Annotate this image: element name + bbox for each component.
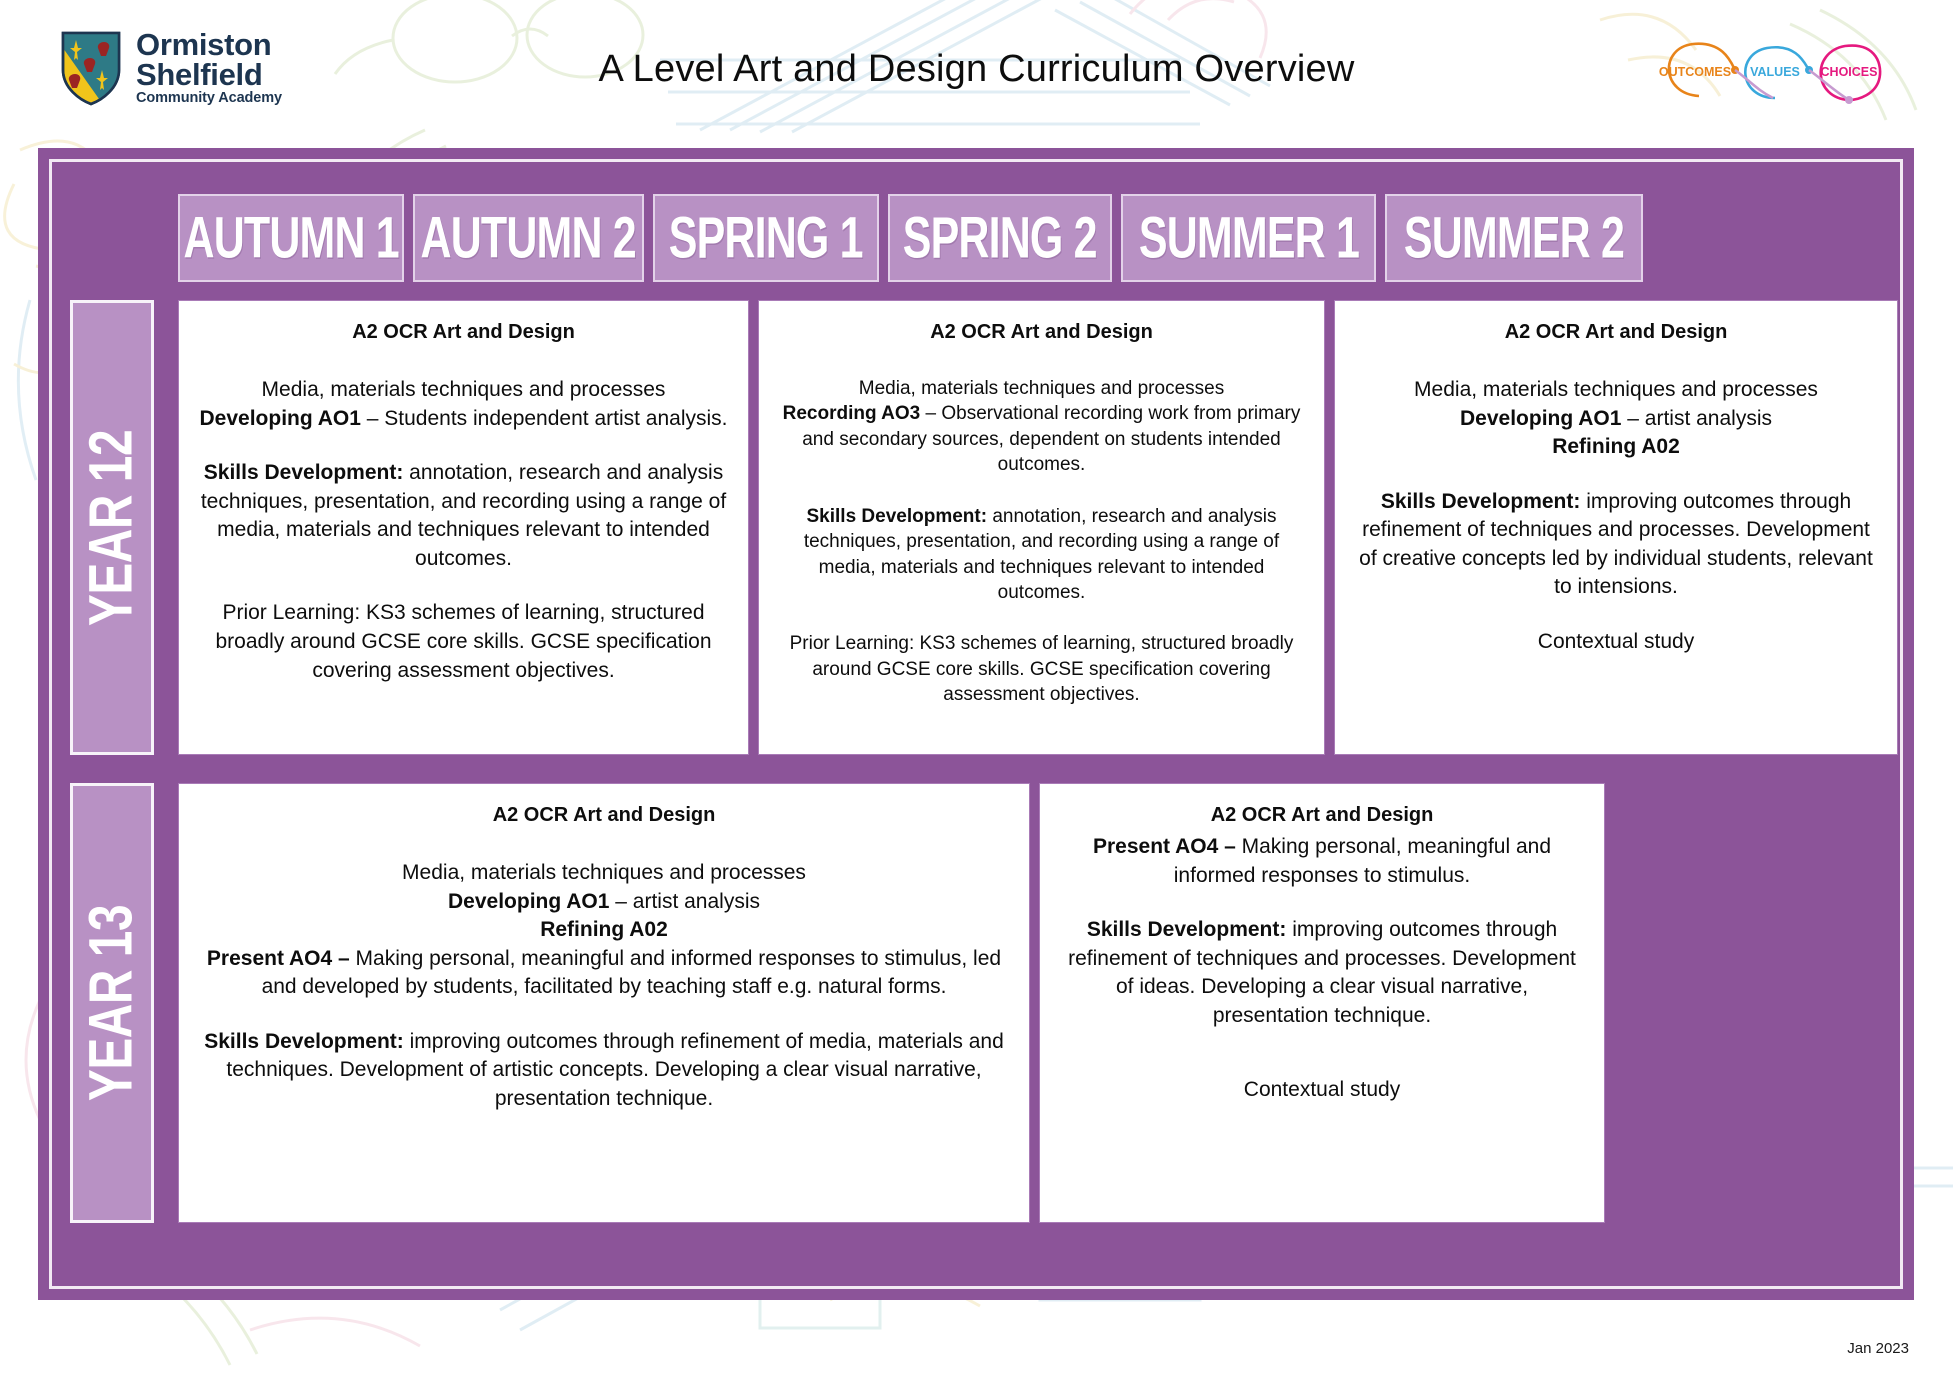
curriculum-overview-frame [38,148,1914,1300]
term-label: SUMMER 1 [1138,205,1359,271]
card-bold: Skills Development: [204,1029,404,1053]
card-bold: Refining A02 [1552,435,1680,459]
card-line [199,459,728,573]
card-line [1355,405,1877,434]
term-label: SPRING 1 [669,205,863,271]
card-line [1355,433,1877,462]
card-text: Making personal, meaningful and informed responses to stimulus. [1173,835,1551,887]
card-text: improving outcomes through refinement of techniques and processes. Development of creative concepts led by individual students, relevant to intensions. [1359,489,1873,599]
card-line: Media, materials techniques and processes [261,378,666,402]
page-header [0,0,1953,130]
card-title: A2 OCR Art and Design [492,804,716,826]
year-tab-year-13 [70,783,154,1223]
card-bold: Developing AO1 [1460,406,1622,430]
term-header-autumn-2 [413,194,644,282]
school-name-line-3: Community Academy [136,89,283,106]
curriculum-card-y12-autumn [178,300,749,755]
page-title: A Level Art and Design Curriculum Overview [598,48,1355,90]
revision-date: Jan 2023 [1847,1340,1909,1357]
term-label: SUMMER 2 [1403,205,1625,271]
curriculum-card-y12-summer [1334,300,1898,755]
card-bold: Skills Development: [203,461,404,485]
card-text: annotation, research and analysis techniques, presentation, and recording using a range of media, materials and techniques relevant to intended outcomes. [803,505,1280,603]
term-header-row [178,194,1882,282]
ovc-choices-label: CHOICES [1820,65,1878,79]
card-text: Making personal, meaningful and informed responses to stimulus, led and developed by students, facilitated by teaching staff e.g. natural forms. [261,946,1002,999]
card-text: improving outcomes through refinement of media, materials and techniques. Development of artistic concepts. Developing a clear visual narrative, presentation technique. [226,1029,1004,1111]
ovc-values-label: VALUES [1750,65,1800,79]
year-12-row [70,300,1882,755]
card-title: A2 OCR Art and Design [930,321,1153,343]
card-bold: Skills Development: [1086,918,1287,942]
year-13-row [70,783,1882,1223]
card-line [199,945,1009,1002]
card-line [779,504,1304,606]
year-label: YEAR 13 [77,904,147,1102]
term-header-spring-1 [653,194,879,282]
card-line [779,401,1304,477]
card-text: – Observational recording work from primary and secondary sources, dependent on students intended outcomes. [802,403,1301,476]
card-bold: Skills Development: [1380,489,1581,513]
card-line [199,1028,1009,1114]
card-line [199,916,1009,945]
term-header-autumn-1 [178,194,404,282]
year-tab-year-12 [70,300,154,755]
school-name-line-1: Ormiston [136,27,272,63]
term-label: AUTUMN 2 [420,205,637,271]
ovc-outcomes-label: OUTCOMES [1658,65,1732,79]
card-line: Media, materials techniques and processes [402,861,806,885]
card-text: – Students independent artist analysis. [360,406,728,430]
curriculum-card-y13-autumn-spring [178,783,1030,1223]
term-header-summer-1 [1121,194,1376,282]
card-bold: Present AO4 – [206,946,350,970]
card-line [199,888,1009,917]
term-label: SPRING 2 [903,205,1097,271]
card-bold: Skills Development: [806,505,988,527]
card-bold: Developing AO1 [448,889,610,913]
card-text: improving outcomes through refinement of techniques and processes. Development of ideas. Developing a clear visual narrative, presentation technique. [1068,918,1576,1027]
card-line: Contextual study [1537,630,1695,654]
card-line: Media, materials techniques and processes [858,377,1225,399]
term-header-summer-2 [1385,194,1643,282]
card-line [1355,488,1877,602]
card-line [1060,916,1584,1030]
card-bold: Recording AO3 [782,403,921,425]
school-name-line-2: Shelfield [136,57,263,93]
card-title: A2 OCR Art and Design [352,321,575,343]
card-bold: Present AO4 – [1093,835,1236,859]
card-title: A2 OCR Art and Design [1210,804,1434,826]
card-line [1060,833,1584,890]
curriculum-card-y12-spring [758,300,1325,755]
card-line: Contextual study [1243,1078,1401,1102]
card-bold: Developing AO1 [199,406,361,430]
term-label: AUTUMN 1 [183,205,399,271]
card-title: A2 OCR Art and Design [1504,321,1728,343]
card-line [199,405,728,434]
card-text: – artist analysis [1621,406,1772,430]
outcomes-values-choices-logo [1653,36,1891,104]
year-label: YEAR 12 [77,429,147,626]
term-header-spring-2 [888,194,1112,282]
card-bold: Refining A02 [540,918,668,942]
card-line: Media, materials techniques and processes [1414,378,1818,402]
card-text: annotation, research and analysis techniques, presentation, and recording using a range of media, materials and techniques relevant to intended outcomes. [200,461,727,570]
card-line: Prior Learning: KS3 schemes of learning, structured broadly around GCSE core skills. GCSE specification covering assessment objectives. [215,601,712,682]
card-text: – artist analysis [609,889,760,913]
empty-term-area-year-13 [1614,783,1882,1223]
card-line: Prior Learning: KS3 schemes of learning, structured broadly around GCSE core skills. GCSE specification covering assessment objectives. [789,633,1294,706]
curriculum-card-y13-summer [1039,783,1605,1223]
